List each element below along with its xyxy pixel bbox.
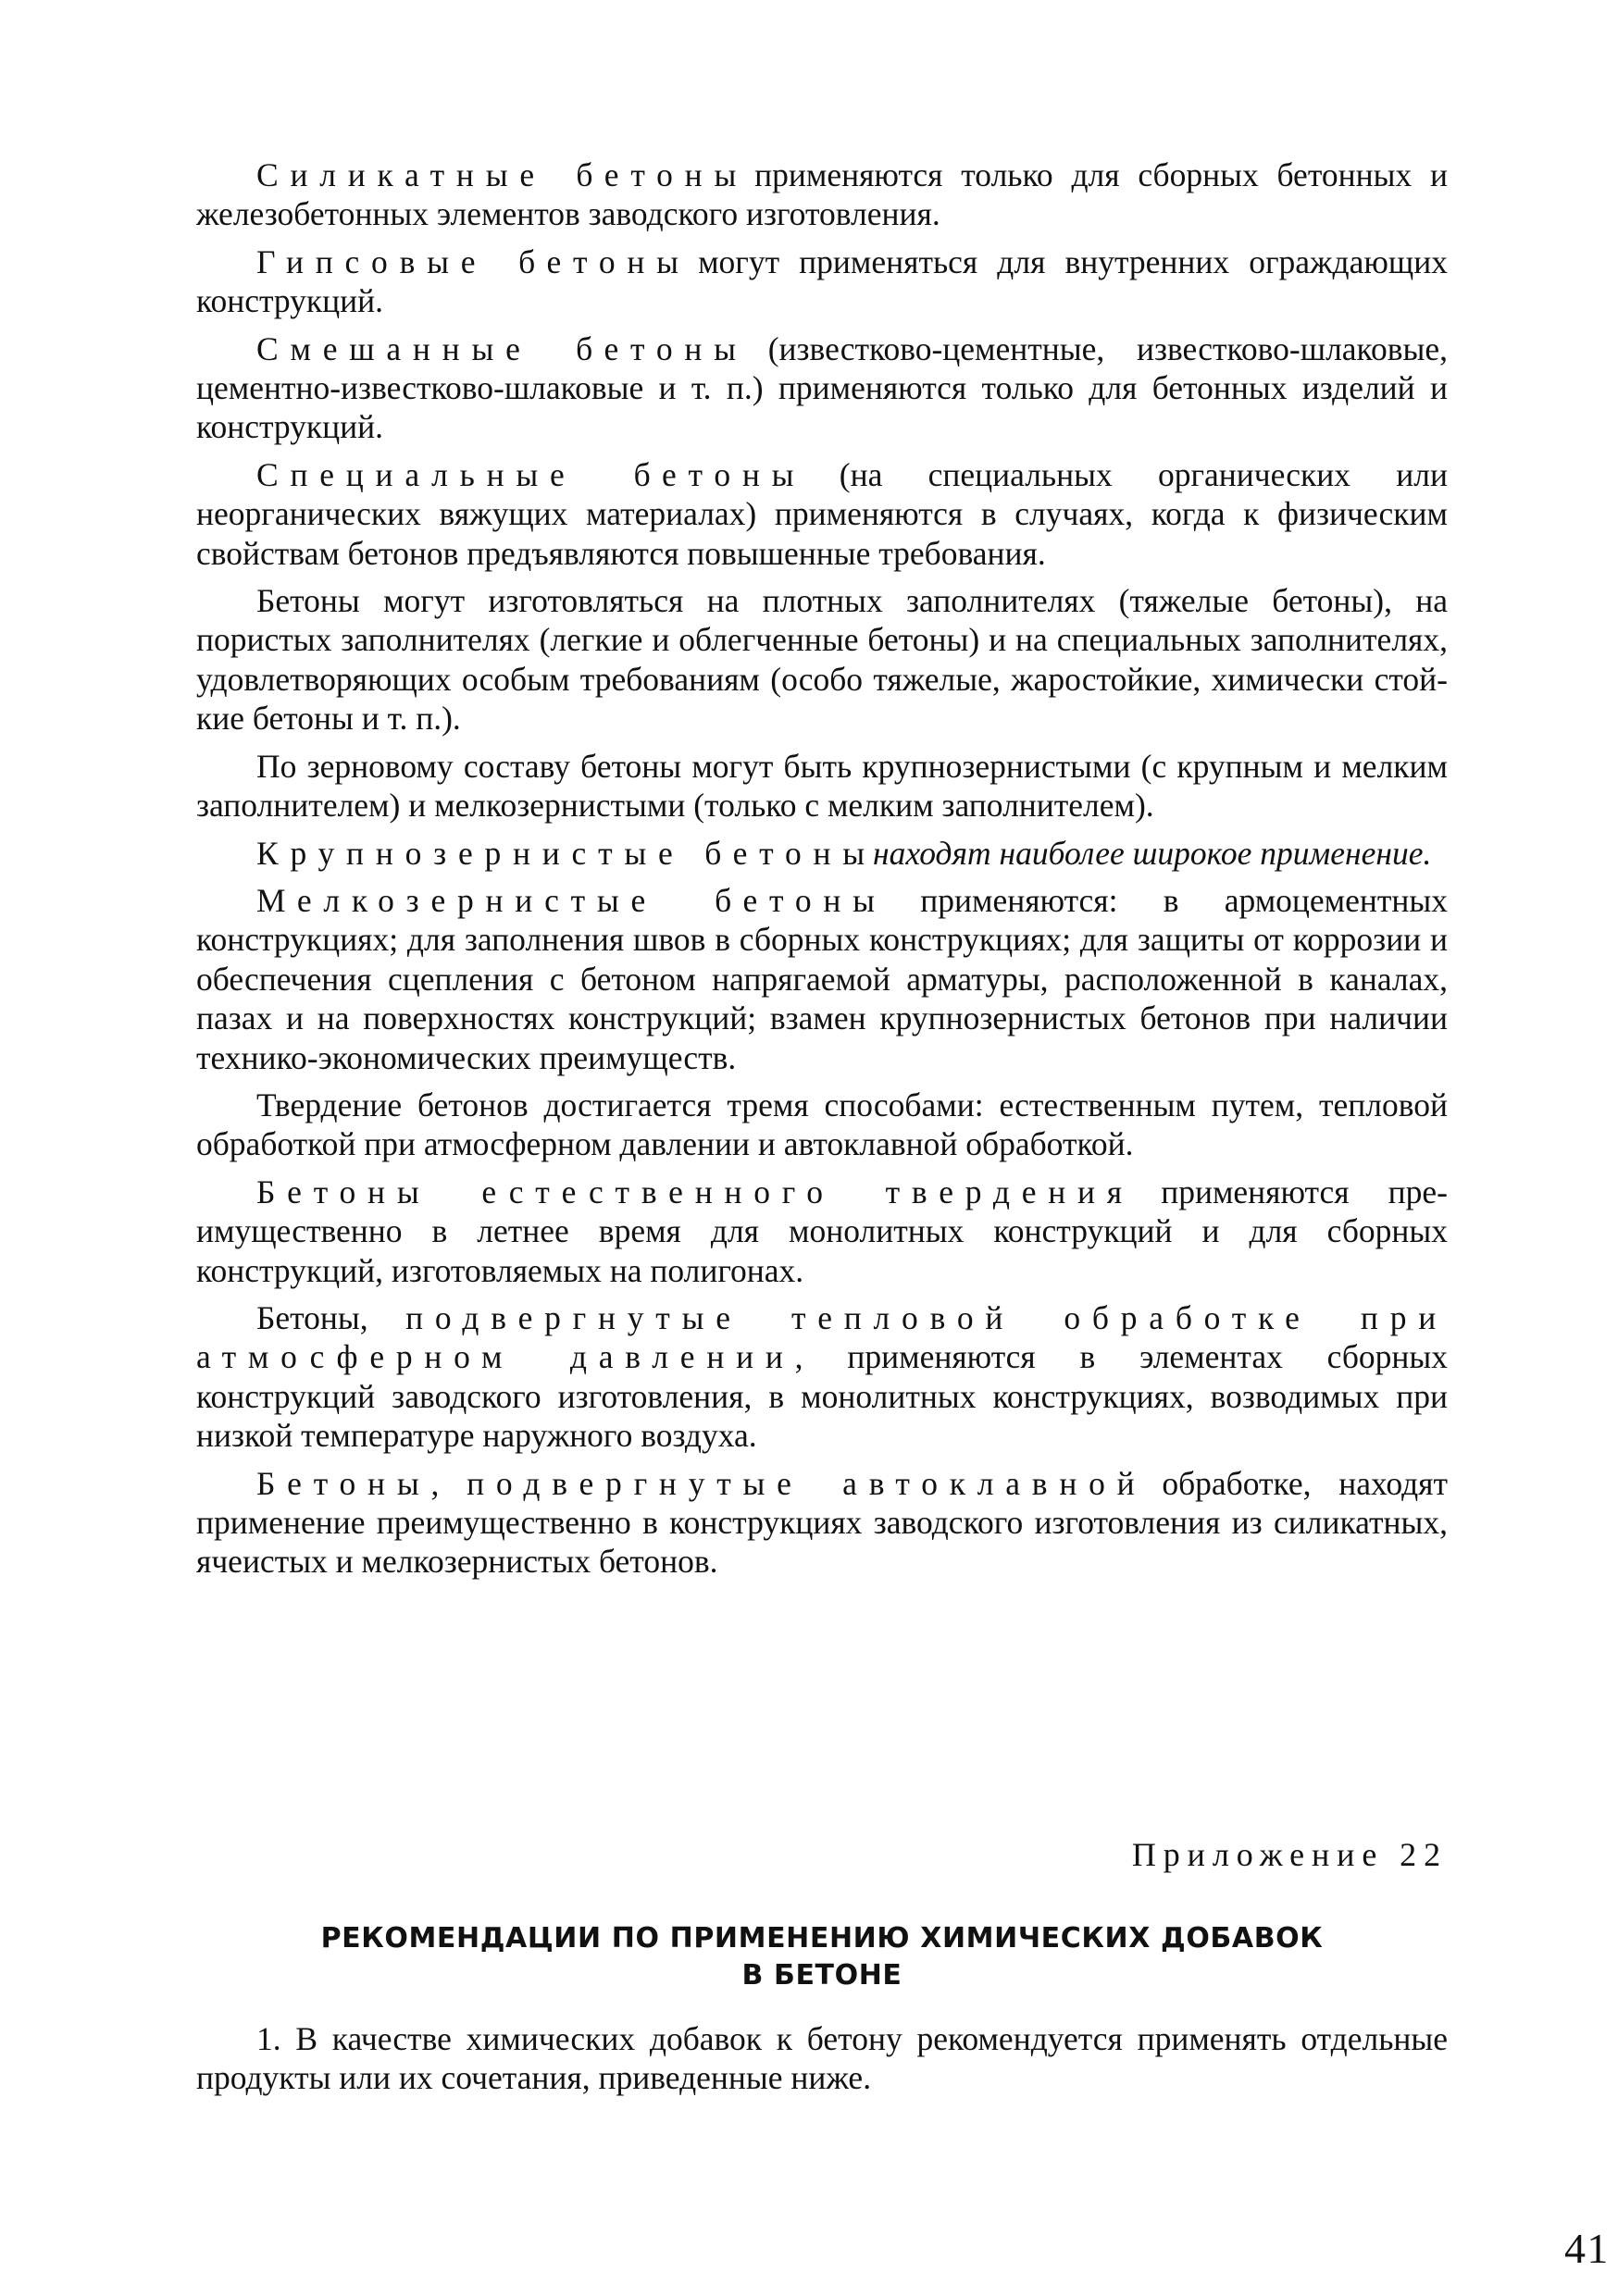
paragraph-text: Твердение бетонов достигается тремя способами: естественным путем, тепловой обработкой при атмосферном давлении и автоклавной обработкой. <box>196 1086 1448 1163</box>
paragraph-heat-treatment <box>196 1298 1448 1456</box>
term-fine-grained: Мелкозернистые бетоны <box>256 881 887 919</box>
term-coarse-grained: Крупнозернистые бетоны <box>256 834 877 872</box>
paragraph-text: находят наиболее широкое применение. <box>865 834 1432 872</box>
heading-line-1: РЕКОМЕНДАЦИИ ПО ПРИМЕНЕНИЮ ХИМИЧЕСКИХ ДОБАВОК <box>320 1922 1324 1955</box>
term-autoclave-word: Бетоны, <box>256 1464 452 1502</box>
term-autoclave: подвергнутые автоклавной <box>467 1464 1147 1502</box>
paragraph-text: По зерновому составу бетоны могут быть крупнозернистыми (с крупным и мелким заполнителем) и мелкозернистыми (только с мелким заполнителем). <box>196 747 1448 825</box>
paragraph-grain-composition <box>196 747 1448 825</box>
paragraph-natural-hardening <box>196 1173 1448 1290</box>
heading-line-2: В БЕТОНЕ <box>741 1959 902 1992</box>
term-silicate-concrete: Силикатные бетоны <box>256 156 749 193</box>
paragraph-text: могут применяться для внутренних ограждающих конструкций. <box>196 242 1448 320</box>
paragraph-special-concrete <box>196 455 1448 573</box>
term-heat-treatment: подвергнутые тепловой обработке при атмосферном давлении, <box>196 1298 1449 1376</box>
paragraph-text: обработке, находят применение преимущественно в конструкциях заводского изготовления из силикатных, ячеистых и мелкозернистых бетонов. <box>196 1464 1449 1581</box>
paragraph-hardening-methods <box>196 1086 1448 1164</box>
paragraph-text: (на специальных органических или неорганических вяжущих материалах) применяются в случаях, когда к физическим свойствам бетонов предъявляются повышенные требования. <box>196 455 1449 572</box>
term-gypsum-concrete: Гипсовые бетоны <box>256 242 691 280</box>
paragraph-coarse-grained <box>196 834 1448 873</box>
paragraph-mixed-concrete <box>196 329 1448 447</box>
paragraph-silicate-concrete <box>196 155 1448 234</box>
paragraph-text: применяются только для сборных бетонных и железобетонных элементов заводского изготовления. <box>196 156 1448 233</box>
page-number: 41 <box>1564 2225 1610 2272</box>
appendix-label: Приложение 22 <box>1131 1836 1448 1873</box>
page-body <box>196 155 1610 2272</box>
paragraph-text: применяются преимущественно в летнее время для монолитных конструкций и для сборных конструкций, изготовляемых на полигонах. <box>196 1173 1448 1289</box>
paragraph-fine-grained <box>196 881 1448 1077</box>
paragraph-text: (известково-цементные, известково-шлаковые, цементно-известково-шлаковые и т. п.) применяются только для бетонных изделий и конструкций. <box>196 329 1448 446</box>
term-special-concrete: Специальные бетоны <box>256 455 806 493</box>
paragraph-gypsum-concrete <box>196 242 1448 321</box>
term-mixed-concrete: Смешанные бетоны <box>256 329 748 367</box>
recommendation-paragraph-1: 1. В качестве химических добавок к бетону рекомендуется применять отдельные продукты или их сочетания, приведенные ниже. <box>196 2020 1448 2097</box>
paragraph-text: применяются в элементах сборных конструкций заводского изготовления, в монолитных конструкциях, возводимых при низкой температуре наружного воздуха. <box>196 1338 1448 1455</box>
section-heading <box>196 1920 1448 1994</box>
paragraph-autoclave <box>196 1464 1448 1582</box>
term-heat-treatment-word: Бетоны, <box>256 1298 368 1336</box>
paragraph-aggregates <box>196 581 1448 738</box>
paragraph-text: применяются: в армоцементных конструкциях; для заполнения швов в сборных конструкциях; для защиты от коррозии и обеспечения сцепления с бетоном напрягаемой арматуры, расположенной в каналах, пазах и на поверхностях конструкций; взамен крупнозернистых бетонов при наличии технико-экономических преимуществ. <box>196 881 1448 1076</box>
term-natural-hardening: Бетоны естественного твердения <box>256 1173 1134 1210</box>
paragraph-text: Бетоны могут изготовляться на плотных заполнителях (тяжелые бетоны), на пористых заполнителях (легкие и облегченные бетоны) и на специальных заполнителях, удовлетворяющих особым требованиям (особо тяжелые, жаростойкие, химически стойкие бетоны и т. п.). <box>196 582 1448 738</box>
